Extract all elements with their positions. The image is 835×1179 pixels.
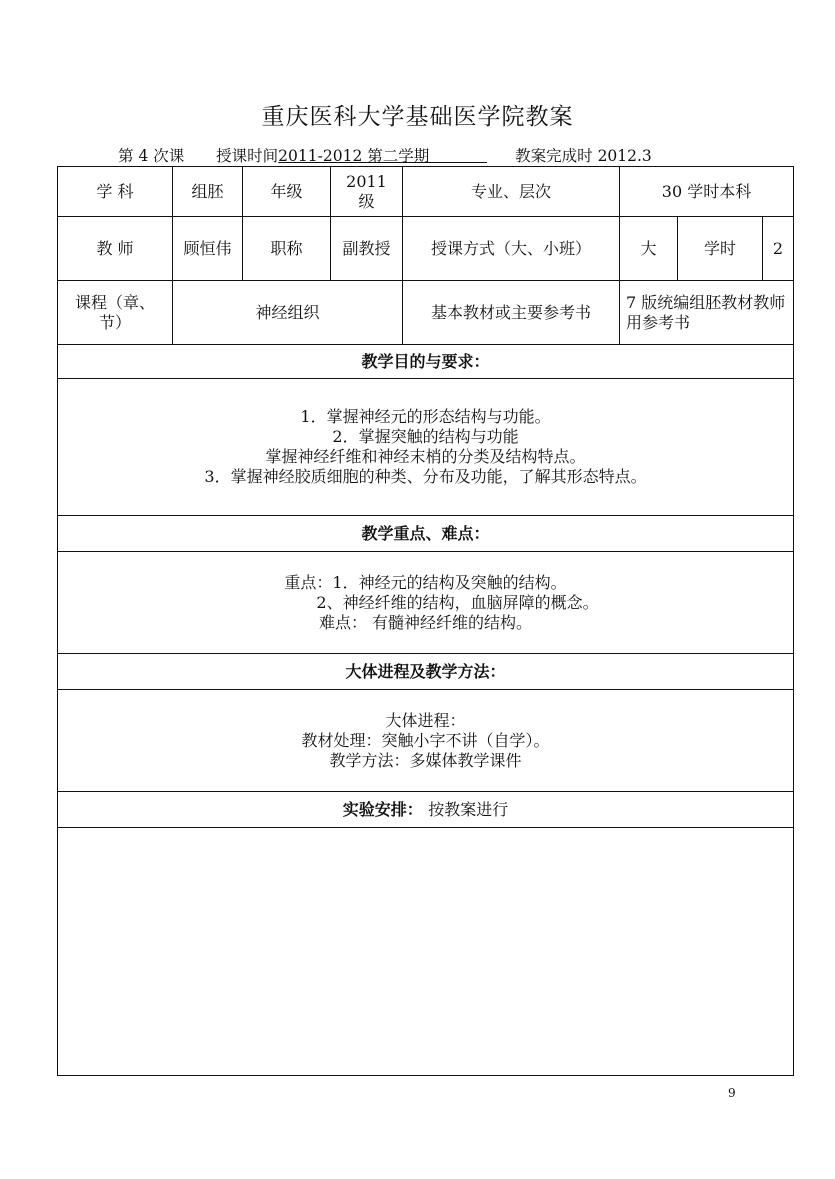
table-row (58, 167, 794, 217)
list-item: 1．掌握神经元的形态结构与功能。 (300, 407, 551, 426)
hours-label: 学时 (678, 217, 763, 281)
section-body-objectives (58, 379, 794, 516)
list-item: 难点： 有髓神经纤维的结构。 (318, 612, 533, 632)
title-label: 职称 (243, 217, 331, 281)
section-header-keypoints (58, 516, 794, 552)
completion-label: 教案完成时 (515, 147, 593, 165)
grade-value: 2011 级 (331, 167, 403, 217)
experiment-body (58, 828, 794, 1076)
lesson-suffix: 次课 (153, 147, 185, 165)
list-item: 掌握神经纤维和神经末梢的分类及结构特点。 (265, 447, 586, 466)
experiment-value: 按教案进行 (428, 799, 509, 819)
title-value: 副教授 (331, 217, 403, 281)
list-item: 教材处理：突触小字不讲（自学）。 (301, 730, 550, 750)
subject-label: 学 科 (58, 167, 173, 217)
table-row (58, 281, 794, 345)
teaching-mode-label: 授课方式（大、小班） (403, 217, 620, 281)
textbook-value: 7 版统编组胚教材教师用参考书 (620, 281, 794, 345)
teaching-mode-value: 大 (620, 217, 678, 281)
major-value: 30 学时本科 (620, 167, 794, 217)
list-item: 教学方法：多媒体教学课件 (329, 750, 522, 770)
experiment-title: 实验安排： (342, 799, 423, 819)
lesson-meta-line (118, 144, 652, 166)
subject-value: 组胚 (173, 167, 243, 217)
objectives-title: 教学目的与要求： (58, 345, 794, 379)
section-header-progress (58, 654, 794, 690)
lesson-plan-table (57, 166, 794, 1076)
teaching-time-value: 2011-2012 第二学期 (278, 147, 430, 165)
hours-value: 2 (763, 217, 794, 281)
completion-value: 2012.3 (597, 147, 652, 165)
grade-label: 年级 (243, 167, 331, 217)
list-item: 3．掌握神经胶质细胞的种类、分布及功能，了解其形态特点。 (204, 467, 647, 486)
page-number: 9 (728, 1086, 736, 1100)
keypoints-title: 教学重点、难点： (58, 516, 794, 552)
course-label: 课程（章、节） (58, 281, 173, 345)
progress-title: 大体进程及教学方法： (58, 654, 794, 690)
list-item: 重点：1．神经元的结构及突触的结构。 (284, 572, 567, 592)
teacher-value: 顾恒伟 (173, 217, 243, 281)
keypoints-body (58, 552, 794, 654)
objectives-body (58, 379, 794, 516)
table-row (58, 217, 794, 281)
progress-body (58, 690, 794, 792)
list-item: 大体进程： (385, 710, 466, 730)
list-item: 2．掌握突触的结构与功能 (332, 427, 519, 446)
section-header-objectives (58, 345, 794, 379)
section-header-experiment (58, 792, 794, 828)
list-item: 2、神经纤维的结构，血脑屏障的概念。 (316, 592, 599, 612)
underline-blank (429, 148, 487, 163)
section-body-progress (58, 690, 794, 792)
teacher-label: 教 师 (58, 217, 173, 281)
course-value: 神经组织 (173, 281, 403, 345)
lesson-prefix: 第 (118, 147, 134, 165)
document-title: 重庆医科大学基础医学院教案 (261, 104, 574, 130)
experiment-header (58, 792, 794, 828)
section-body-keypoints (58, 552, 794, 654)
lesson-number: 4 (138, 147, 149, 165)
major-label: 专业、层次 (403, 167, 620, 217)
textbook-label: 基本教材或主要参考书 (403, 281, 620, 345)
teaching-time-label: 授课时间 (216, 147, 279, 165)
section-body-experiment (58, 828, 794, 1076)
